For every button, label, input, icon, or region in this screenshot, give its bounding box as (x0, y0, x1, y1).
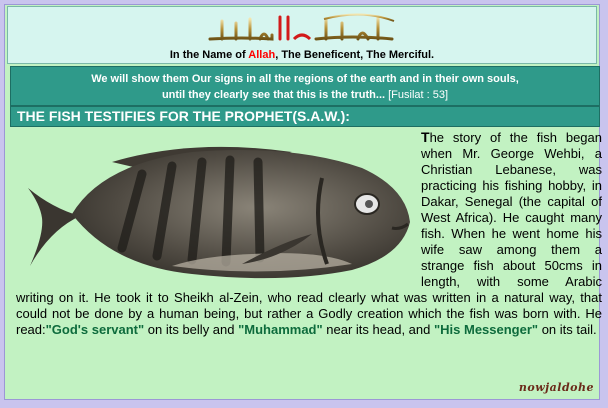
basmala-calligraphy-icon (202, 9, 402, 49)
page-header (7, 6, 597, 64)
fish-photo (22, 138, 420, 288)
name-line-after: , The Beneficent, The Merciful. (275, 49, 435, 61)
allah-name-line (8, 49, 596, 61)
verse-reference: [Fusilat : 53] (385, 89, 449, 101)
fish-tail-icon (28, 188, 80, 266)
story-text-4: on its tail. (538, 322, 597, 337)
story-dropcap: T (421, 129, 430, 145)
story-text-2: on its belly and (144, 322, 239, 337)
quran-verse-box (10, 66, 600, 106)
story-text-3: near its head, and (322, 322, 434, 337)
story-text-1: he story of the fish began when Mr. George Wehbi, a Christian Lebanese, was practicing his fishing hobby, in Dakar, Senegal (the capital of West Africa). He caught many fish. When he went home his wife saw among them a strange fish about 50cms in length, with some Arabic writing on it. He took it to Sheikh al-Zein, who read clearly what was written in a natural way, that could not be done by a human being, but rather a Godly creation which the fish was born with. He read: (16, 130, 602, 337)
article-title: THE FISH TESTIFIES FOR THE PROPHET(S.A.W.): (10, 106, 600, 127)
verse-line-1: We will show them Our signs in all the regions of the earth and in their own souls, (91, 73, 519, 85)
verse-line-2: until they clearly see that this is the truth... (161, 89, 386, 101)
basmala-calligraphy (8, 9, 596, 49)
quote-gods-servant: "God's servant" (45, 322, 145, 337)
basmala-text: بسم الله الرحمن الرحيم (297, 47, 307, 48)
verse-line-2-wrap (11, 87, 599, 103)
name-line-before: In the Name of (169, 49, 249, 61)
name-line-allah: Allah (248, 49, 276, 61)
quote-muhammad: "Muhammad" (238, 322, 323, 337)
quote-his-messenger: "His Messenger" (433, 322, 539, 337)
author-signature: nowjaldohe (518, 381, 594, 394)
